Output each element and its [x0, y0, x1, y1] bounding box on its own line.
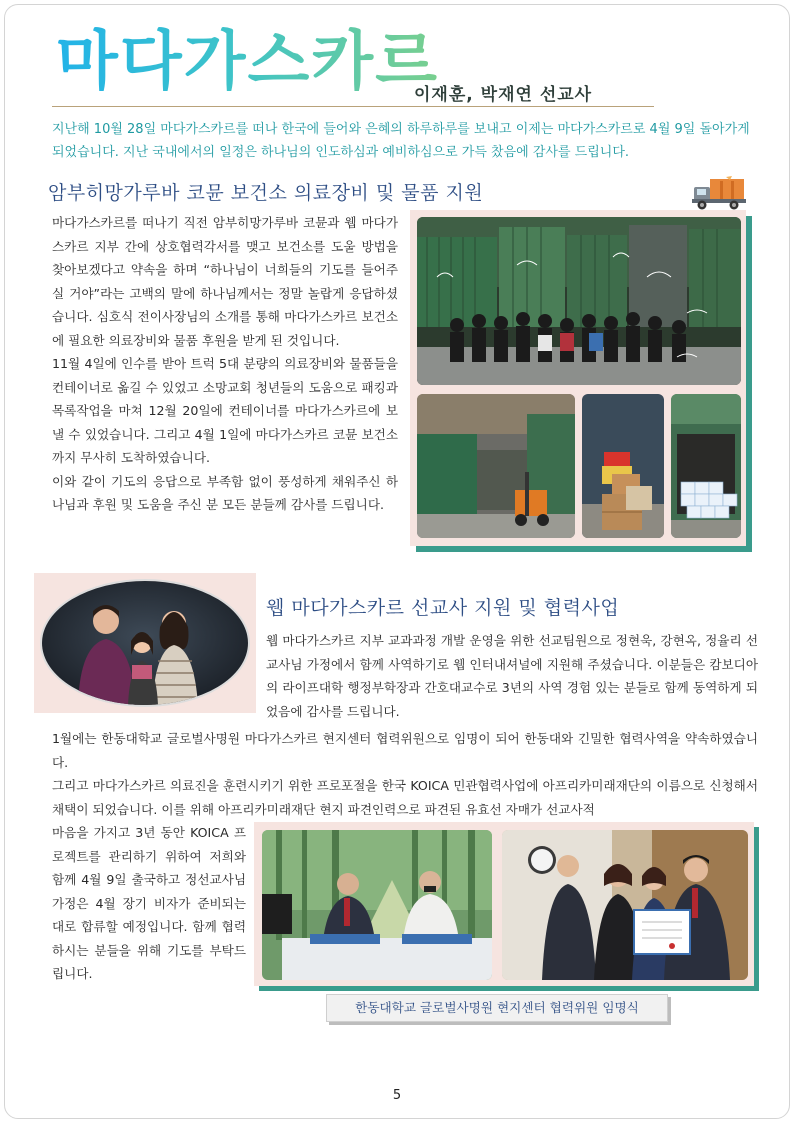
page-title: 마다가스카르 [56, 22, 439, 102]
group-photo-containers [417, 217, 741, 385]
section2-intro: 웹 마다가스카르 지부 교과과정 개발 운영을 위한 선교팀원으로 정현욱, 강현옥, 정율리 선교사님 가정에서 함께 사역하기로 웹 인터내셔널에 지원해 주셨습니다. 이분들은 캄보디아의 라이프대학 행정부학장과 간호대교수로 3년의 사역 경험 있는 분들로 함께 동역하게 되었음에 감사를 드립니다. [266, 633, 758, 719]
authors: 이재훈, 박재연 선교사 [414, 85, 593, 105]
family-photo [42, 581, 248, 705]
intro-paragraph: 지난해 10월 28일 마다가스카르를 떠나 한국에 들어와 은혜의 하루하루를 보내고 이제는 마다가스카르로 4월 9일 돌아가게 되었습니다. 지난 국내에서의 일정은 하나님의 인도하심과 예비하심으로 가득 찼음에 감사를 드립니다. [52, 122, 750, 160]
section1-body [52, 211, 398, 517]
photo-panel-donation [410, 210, 746, 546]
supplies-photo [671, 394, 741, 538]
photo-panel-ceremony [254, 822, 754, 986]
forklift-photo [417, 394, 575, 538]
section2-heading: 웹 마다가스카르 선교사 지원 및 협력사업 [266, 597, 620, 619]
section1-paragraph: 이와 같이 기도의 응답으로 부족함 없이 풍성하게 채워주신 하나님과 후원 및 도움을 주신 분 모든 분들께 감사를 드립니다. [52, 473, 398, 512]
section1-paragraph: 11월 4일에 인수를 받아 트럭 5대 분량의 의료장비와 물품들을 컨테이너로 옮길 수 있었고 소망교회 청년들의 도움으로 패킹과 목록작업을 마쳐 12월 20일에 컨테이너를 마다가스카르에 보낼 수 있었습니다. 그리고 4월 1일에 마다가스카르 코뮨 보건소까지 무사히 도착하였습니다. [52, 356, 398, 465]
signing-photo [262, 830, 492, 980]
appointment-photo [502, 830, 748, 980]
page-number: 5 [392, 1088, 402, 1103]
section2-paragraph: 1월에는 한동대학교 글로벌사명원 마다가스카르 현지센터 협력위원으로 임명이 되어 한동대와 긴밀한 협력사역을 약속하였습니다. [52, 731, 758, 770]
section2-paragraph-continued: 마음을 가지고 3년 동안 KOICA 프로젝트를 관리하기 위하여 저희와 함께 4월 9일 출국하고 정선교사님 가정은 4월 장기 비자가 준비되는 대로 합류할 예정입니다. 함께 협력하시는 분들을 위해 기도를 부탁드립니다. [52, 825, 246, 981]
section1-paragraph: 마다가스카르를 떠나기 직전 암부히망가루바 코뮨과 웹 마다가스카르 지부 간에 상호협력각서를 맺고 보건소를 도울 방법을 찾아보겠다고 약속을 하며 “하나님이 너희들의 기도를 들어주실 거야”라는 고백의 말에 하나님께서는 정말 놀랍게 응답하셨습니다. 심호식 전이사장님의 소개를 통해 마다가스카르 보건소에 필요한 의료장비와 물품 후원을 받게 된 것입니다. [52, 215, 398, 348]
boxes-photo [582, 394, 664, 538]
photo-panel-family [34, 573, 256, 713]
truck-icon [690, 175, 748, 211]
section1-heading: 암부히망가루바 코뮨 보건소 의료장비 및 물품 지원 [48, 182, 484, 204]
section2-body [52, 727, 758, 821]
title-divider [52, 106, 654, 107]
photo-caption: 한동대학교 글로벌사명원 현지센터 협력위원 임명식 [326, 994, 668, 1022]
section2-paragraph: 그리고 마다가스카르 의료진을 훈련시키기 위한 프로포절을 한국 KOICA 민관협력사업에 아프리카미래재단의 이름으로 신청해서 채택이 되었습니다. 이를 위해 아프리카미래재단 현지 파견인력으로 파견된 유효선 자매가 선교사적 [52, 778, 758, 817]
